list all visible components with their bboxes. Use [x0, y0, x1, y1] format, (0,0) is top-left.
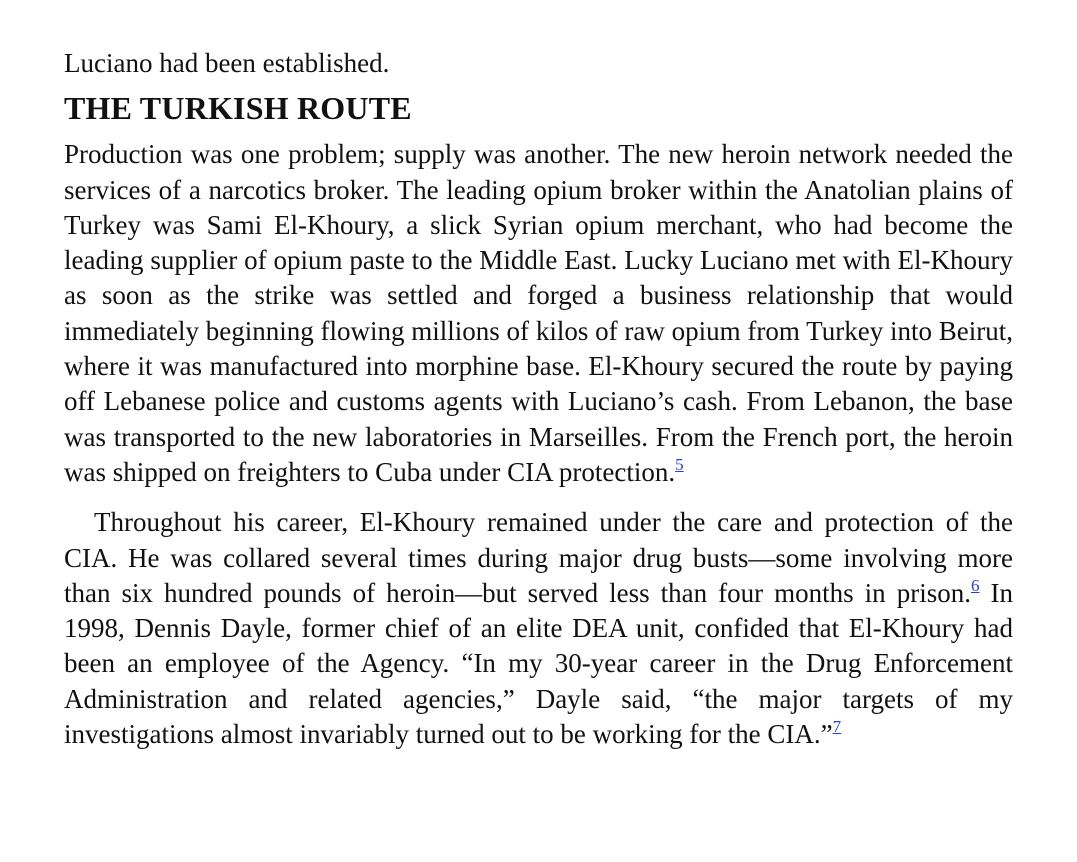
- continuation-line: [64, 46, 1013, 81]
- document-body: [64, 46, 1013, 752]
- section-heading: THE TURKISH ROUTE: [64, 90, 412, 127]
- paragraph-1-text: Production was one problem; supply was another. The new heroin network needed the services of a narcotics broker. The leading opium broker within the Anatolian plains of Turkey was Sami El-Khoury, a slick Syrian opium merchant, who had become the leading supplier of opium paste to the Middle East. Lucky Luciano met with El-Khoury as soon as the strike was settled and forged a business relationship that would immediately beginning flowing millions of kilos of raw opium from Turkey into Beirut, where it was manufactured into morphine base. El-Khoury secured the route by paying off Lebanese police and customs agents with Luciano’s cash. From Lebanon, the base was transported to the new laboratories in Marseilles. From the French port, the heroin was shipped on freighters to Cuba under CIA protection.: [64, 139, 1013, 487]
- paragraph-2-text-a: Throughout his career, El-Khoury remained under the care and protection of the CIA. He was collared several times during major drug busts—some involving more than six hundred pounds of heroin—but served less than four months in prison.: [64, 507, 1013, 608]
- footnote-link-7[interactable]: 7: [832, 717, 842, 737]
- paragraph-2: [64, 505, 1013, 752]
- paragraph-1: [64, 137, 1013, 490]
- footnote-link-6[interactable]: 6: [970, 575, 980, 595]
- footnote-link-5[interactable]: 5: [675, 454, 684, 474]
- continuation-text: Luciano had been established.: [64, 48, 390, 78]
- paragraph-2-text-b: In 1998, Dennis Dayle, former chief of an elite DEA unit, confided that El-Khoury had been an employee of the Agency. “In my 30-year career in the Drug Enforcement Administration and related agencies,” Dayle said, “the major targets of my investigations almost invariably turned out to be working for the CIA.”: [64, 577, 1013, 750]
